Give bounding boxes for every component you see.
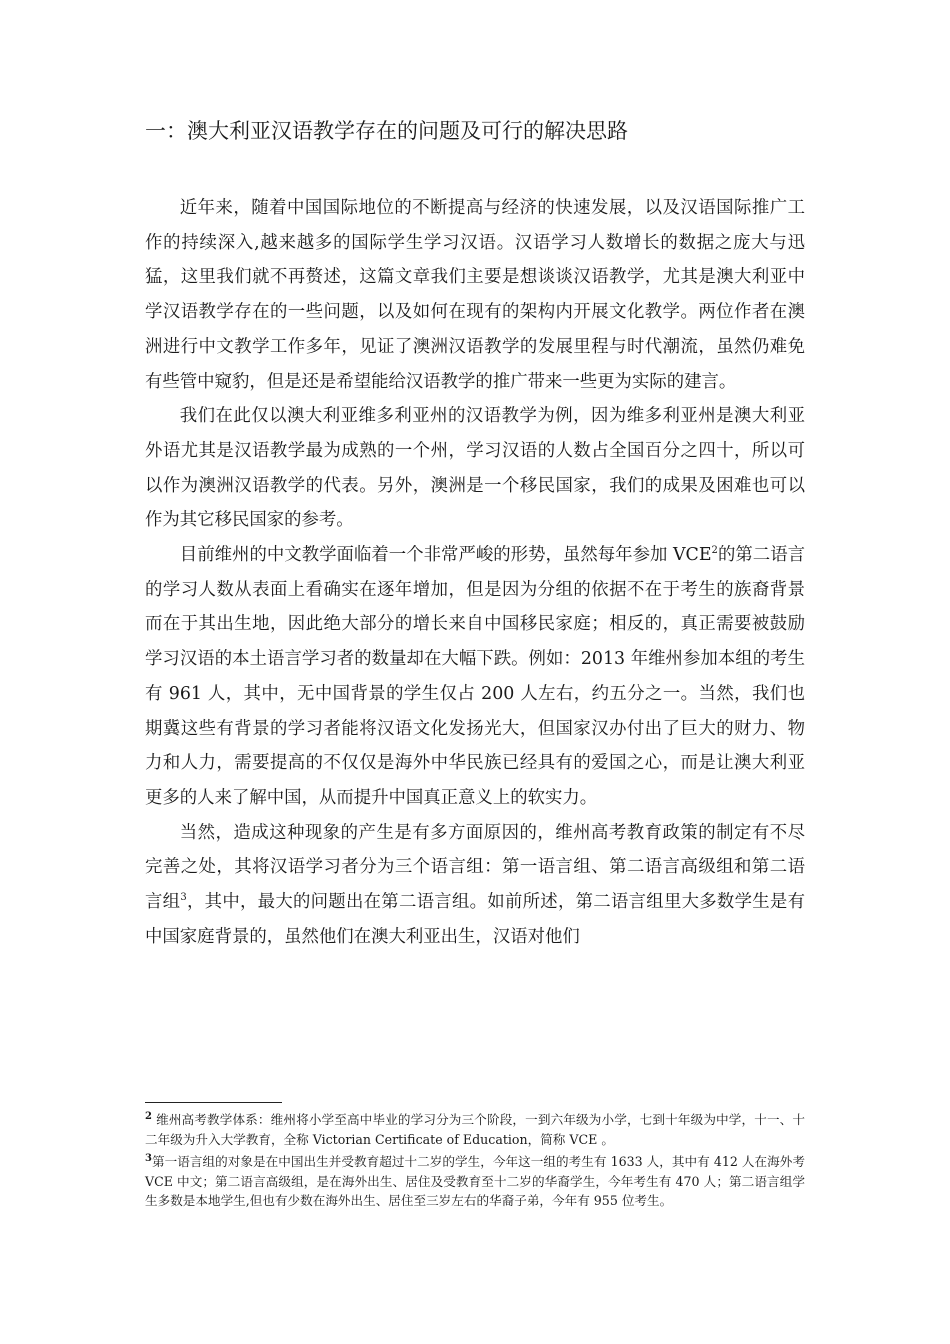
paragraph-4-part-a: 当然，造成这种现象的产生是有多方面原因的，维州高考教育政策的制定有不尽完善之处，其将汉语学习者分为三个语言组：第一语言组、第二语言高级组和第二语言组 — [145, 822, 805, 913]
paragraph-1: 近年来，随着中国国际地位的不断提高与经济的快速发展，以及汉语国际推广工作的持续深入,越来越多的国际学生学习汉语。汉语学习人数增长的数据之庞大与迅猛，这里我们就不再赘述，这篇文章我们主要是想谈谈汉语教学，尤其是澳大利亚中学汉语教学存在的一些问题，以及如何在现有的架构内开展文化教学。两位作者在澳洲进行中文教学工作多年，见证了澳洲汉语教学的发展里程与时代潮流，虽然仍难免有些管中窥豹，但是还是希望能给汉语教学的推广带来一些更为实际的建言。 — [145, 198, 805, 392]
paragraph-4 — [145, 816, 805, 955]
paragraph-4-part-b: ，其中，最大的问题出在第二语言组。如前所述，第二语言组里大多数学生是有中国家庭背景的，虽然他们在澳大利亚出生，汉语对他们 — [145, 892, 805, 947]
footnotes — [145, 1110, 805, 1214]
paragraph-3-part-a: 目前维州的中文教学面临着一个非常严峻的形势，虽然每年参加 VCE — [179, 545, 712, 566]
footnote-3 — [145, 1152, 805, 1211]
footnote-2-mark: 2 — [145, 1110, 152, 1122]
footnote-3-mark: 3 — [145, 1153, 152, 1164]
footnote-divider — [145, 1102, 282, 1103]
paragraph-3 — [145, 538, 805, 816]
paragraph-2: 我们在此仅以澳大利亚维多利亚州的汉语教学为例，因为维多利亚州是澳大利亚外语尤其是汉语教学最为成熟的一个州，学习汉语的人数占全国百分之四十，所以可以作为澳洲汉语教学的代表。另外，澳洲是一个移民国家，我们的成果及困难也可以作为其它移民国家的参考。 — [145, 406, 805, 531]
footnote-2 — [145, 1110, 805, 1149]
footnote-ref-2[interactable]: 2 — [711, 545, 718, 557]
paragraph-3-part-b: 的第二语言的学习人数从表面上看确实在逐年增加，但是因为分组的依据不在于考生的族裔背景而在于其出生地，因此绝大部分的增长来自中国移民家庭；相反的，真正需要被鼓励学习汉语的本土语言学习者的数量却在大幅下跌。例如：2013 年维州参加本组的考生有 961 人，其中，无中国背景的学生仅占 200 人左右，约五分之一。当然，我们也期冀这些有背景的学习者能将汉语文化发扬光大，但国家汉办付出了巨大的财力、物力和人力，需要提高的不仅仅是海外中华民族已经具有的爱国之心，而是让澳大利亚更多的人来了解中国，从而提升中国真正意义上的软实力。 — [145, 545, 805, 808]
footnote-ref-3[interactable]: 3 — [180, 892, 187, 904]
section-heading: 一：澳大利亚汉语教学存在的问题及可行的解决思路 — [145, 119, 628, 143]
footnote-3-text: 第一语言组的对象是在中国出生并受教育超过十二岁的学生，今年这一组的考生有 1633 人，其中有 412 人在海外考 VCE 中文；第二语言高级组，是在海外出生、居住及受教育至十二岁的华裔学生，今年考生有 470 人；第二语言组学生多数是本地学生,但也有少数在海外出生、居住至三岁左右的华裔子弟，今年有 955 位考生。 — [145, 1154, 805, 1209]
body-text — [145, 191, 805, 954]
footnote-2-text: 维州高考教学体系：维州将小学至高中毕业的学习分为三个阶段，一到六年级为小学，七到十年级为中学，十一、十二年级为升入大学教育，全称 Victorian Certificate of Education，简称 VCE 。 — [145, 1112, 805, 1147]
